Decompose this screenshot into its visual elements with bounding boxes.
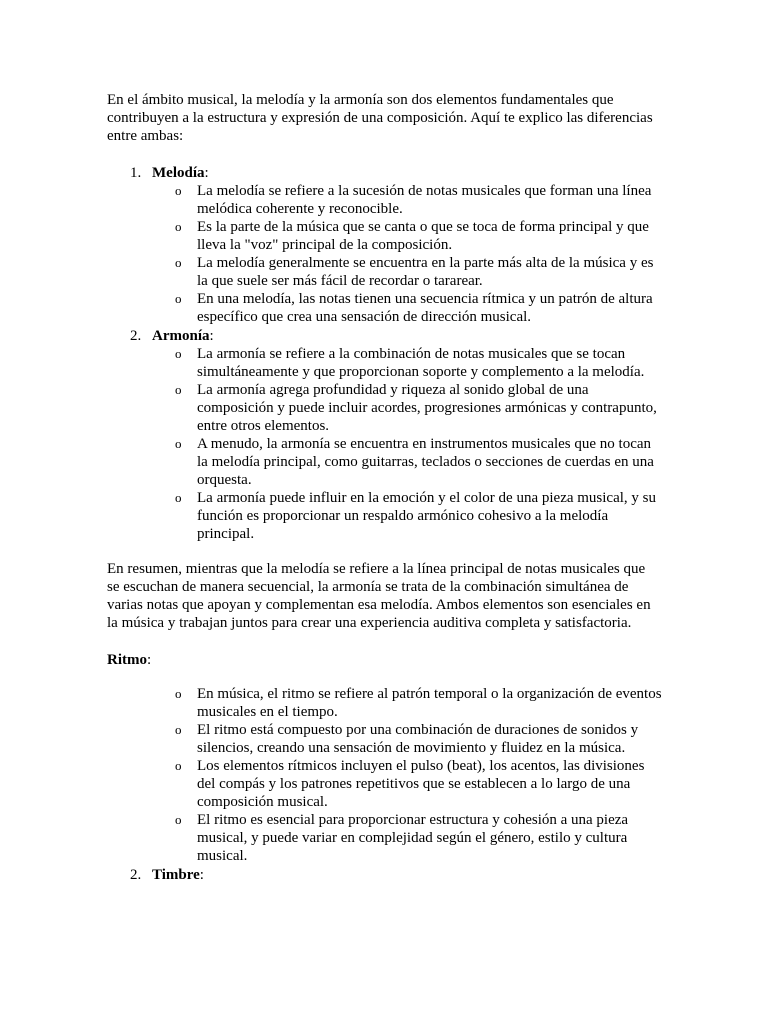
list-item-text: La melodía generalmente se encuentra en la parte más alta de la música y es la que suele ser más fácil de recordar o tararear. bbox=[197, 255, 654, 289]
section-heading-timbre bbox=[130, 866, 630, 884]
list-item-text: A menudo, la armonía se encuentra en instrumentos musicales que no tocan la melodía principal, como guitarras, teclados o secciones de cuerdas en una orquesta. bbox=[197, 436, 654, 488]
rhythm-bullet-list bbox=[175, 685, 665, 865]
intro-paragraph: En el ámbito musical, la melodía y la armonía son dos elementos fundamentales que contribuyen a la estructura y expresión de una composición. Aquí te explico las diferencias entre ambas: bbox=[107, 92, 653, 144]
section-number: 2. bbox=[130, 328, 142, 344]
list-item bbox=[175, 345, 665, 381]
list-item bbox=[175, 381, 665, 435]
list-item-text: En música, el ritmo se refiere al patrón temporal o la organización de eventos musicales en el tiempo. bbox=[197, 686, 662, 720]
section-colon: : bbox=[199, 867, 204, 883]
section-heading-armonia bbox=[130, 327, 630, 345]
list-item-text: La armonía se refiere a la combinación de notas musicales que se tocan simultáneamente y que proporcionan soporte y complemento a la melodía. bbox=[197, 346, 645, 380]
section-number: 1. bbox=[130, 165, 142, 181]
list-item bbox=[175, 218, 665, 254]
summary-paragraph: En resumen, mientras que la melodía se refiere a la línea principal de notas musicales que se escuchan de manera secuencial, la armonía se trata de la combinación simultánea de varias notas que apoyan y complementan esa melodía. Ambos elementos son esenciales en la música y trabajan juntos para crear una experiencia auditiva completa y satisfactoria. bbox=[107, 561, 651, 631]
bullet-marker: o bbox=[175, 255, 182, 270]
bullet-marker: o bbox=[175, 183, 182, 198]
list-item bbox=[175, 182, 665, 218]
list-item bbox=[175, 721, 665, 757]
bullet-marker: o bbox=[175, 686, 182, 701]
section-title: Melodía bbox=[152, 165, 205, 181]
melodia-bullet-list bbox=[175, 182, 665, 326]
list-item bbox=[175, 685, 665, 721]
section-heading-melodia bbox=[130, 164, 630, 182]
rhythm-heading bbox=[107, 651, 657, 669]
list-item-text: La armonía puede influir en la emoción y el color de una pieza musical, y su función es proporcionar un respaldo armónico cohesivo a la melodía principal. bbox=[197, 490, 657, 542]
list-item bbox=[175, 489, 665, 543]
list-item-text: El ritmo está compuesto por una combinación de duraciones de sonidos y silencios, creando una sensación de movimiento y fluidez en la música. bbox=[197, 722, 639, 756]
bullet-marker: o bbox=[175, 346, 182, 361]
list-item-text: La armonía agrega profundidad y riqueza al sonido global de una composición y puede incluir acordes, progresiones armónicas y contrapunto, entre otros elementos. bbox=[197, 382, 657, 434]
list-item bbox=[175, 757, 665, 811]
bullet-marker: o bbox=[175, 436, 182, 451]
armonia-bullet-list bbox=[175, 345, 665, 543]
list-item bbox=[175, 290, 665, 326]
section-title: Timbre bbox=[152, 867, 200, 883]
bullet-marker: o bbox=[175, 382, 182, 397]
bullet-marker: o bbox=[175, 722, 182, 737]
rhythm-colon: : bbox=[147, 652, 152, 668]
section-title: Armonía bbox=[152, 328, 210, 344]
list-item bbox=[175, 811, 665, 865]
section-colon: : bbox=[204, 165, 209, 181]
list-item-text: Los elementos rítmicos incluyen el pulso (beat), los acentos, las divisiones del compás y los patrones repetitivos que se establecen a lo largo de una composición musical. bbox=[197, 758, 645, 810]
section-colon: : bbox=[209, 328, 214, 344]
bullet-marker: o bbox=[175, 291, 182, 306]
list-item-text: En una melodía, las notas tienen una secuencia rítmica y un patrón de altura específico que crea una sensación de dirección musical. bbox=[197, 291, 653, 325]
section-number: 2. bbox=[130, 867, 142, 883]
bullet-marker: o bbox=[175, 812, 182, 827]
bullet-marker: o bbox=[175, 219, 182, 234]
list-item-text: Es la parte de la música que se canta o que se toca de forma principal y que lleva la "voz" principal de la composición. bbox=[197, 219, 649, 253]
list-item bbox=[175, 254, 665, 290]
bullet-marker: o bbox=[175, 758, 182, 773]
list-item bbox=[175, 435, 665, 489]
rhythm-title: Ritmo bbox=[107, 652, 147, 668]
list-item-text: La melodía se refiere a la sucesión de notas musicales que forman una línea melódica coherente y reconocible. bbox=[197, 183, 652, 217]
list-item-text: El ritmo es esencial para proporcionar estructura y cohesión a una pieza musical, y puede variar en complejidad según el género, estilo y cultura musical. bbox=[197, 812, 629, 864]
bullet-marker: o bbox=[175, 490, 182, 505]
